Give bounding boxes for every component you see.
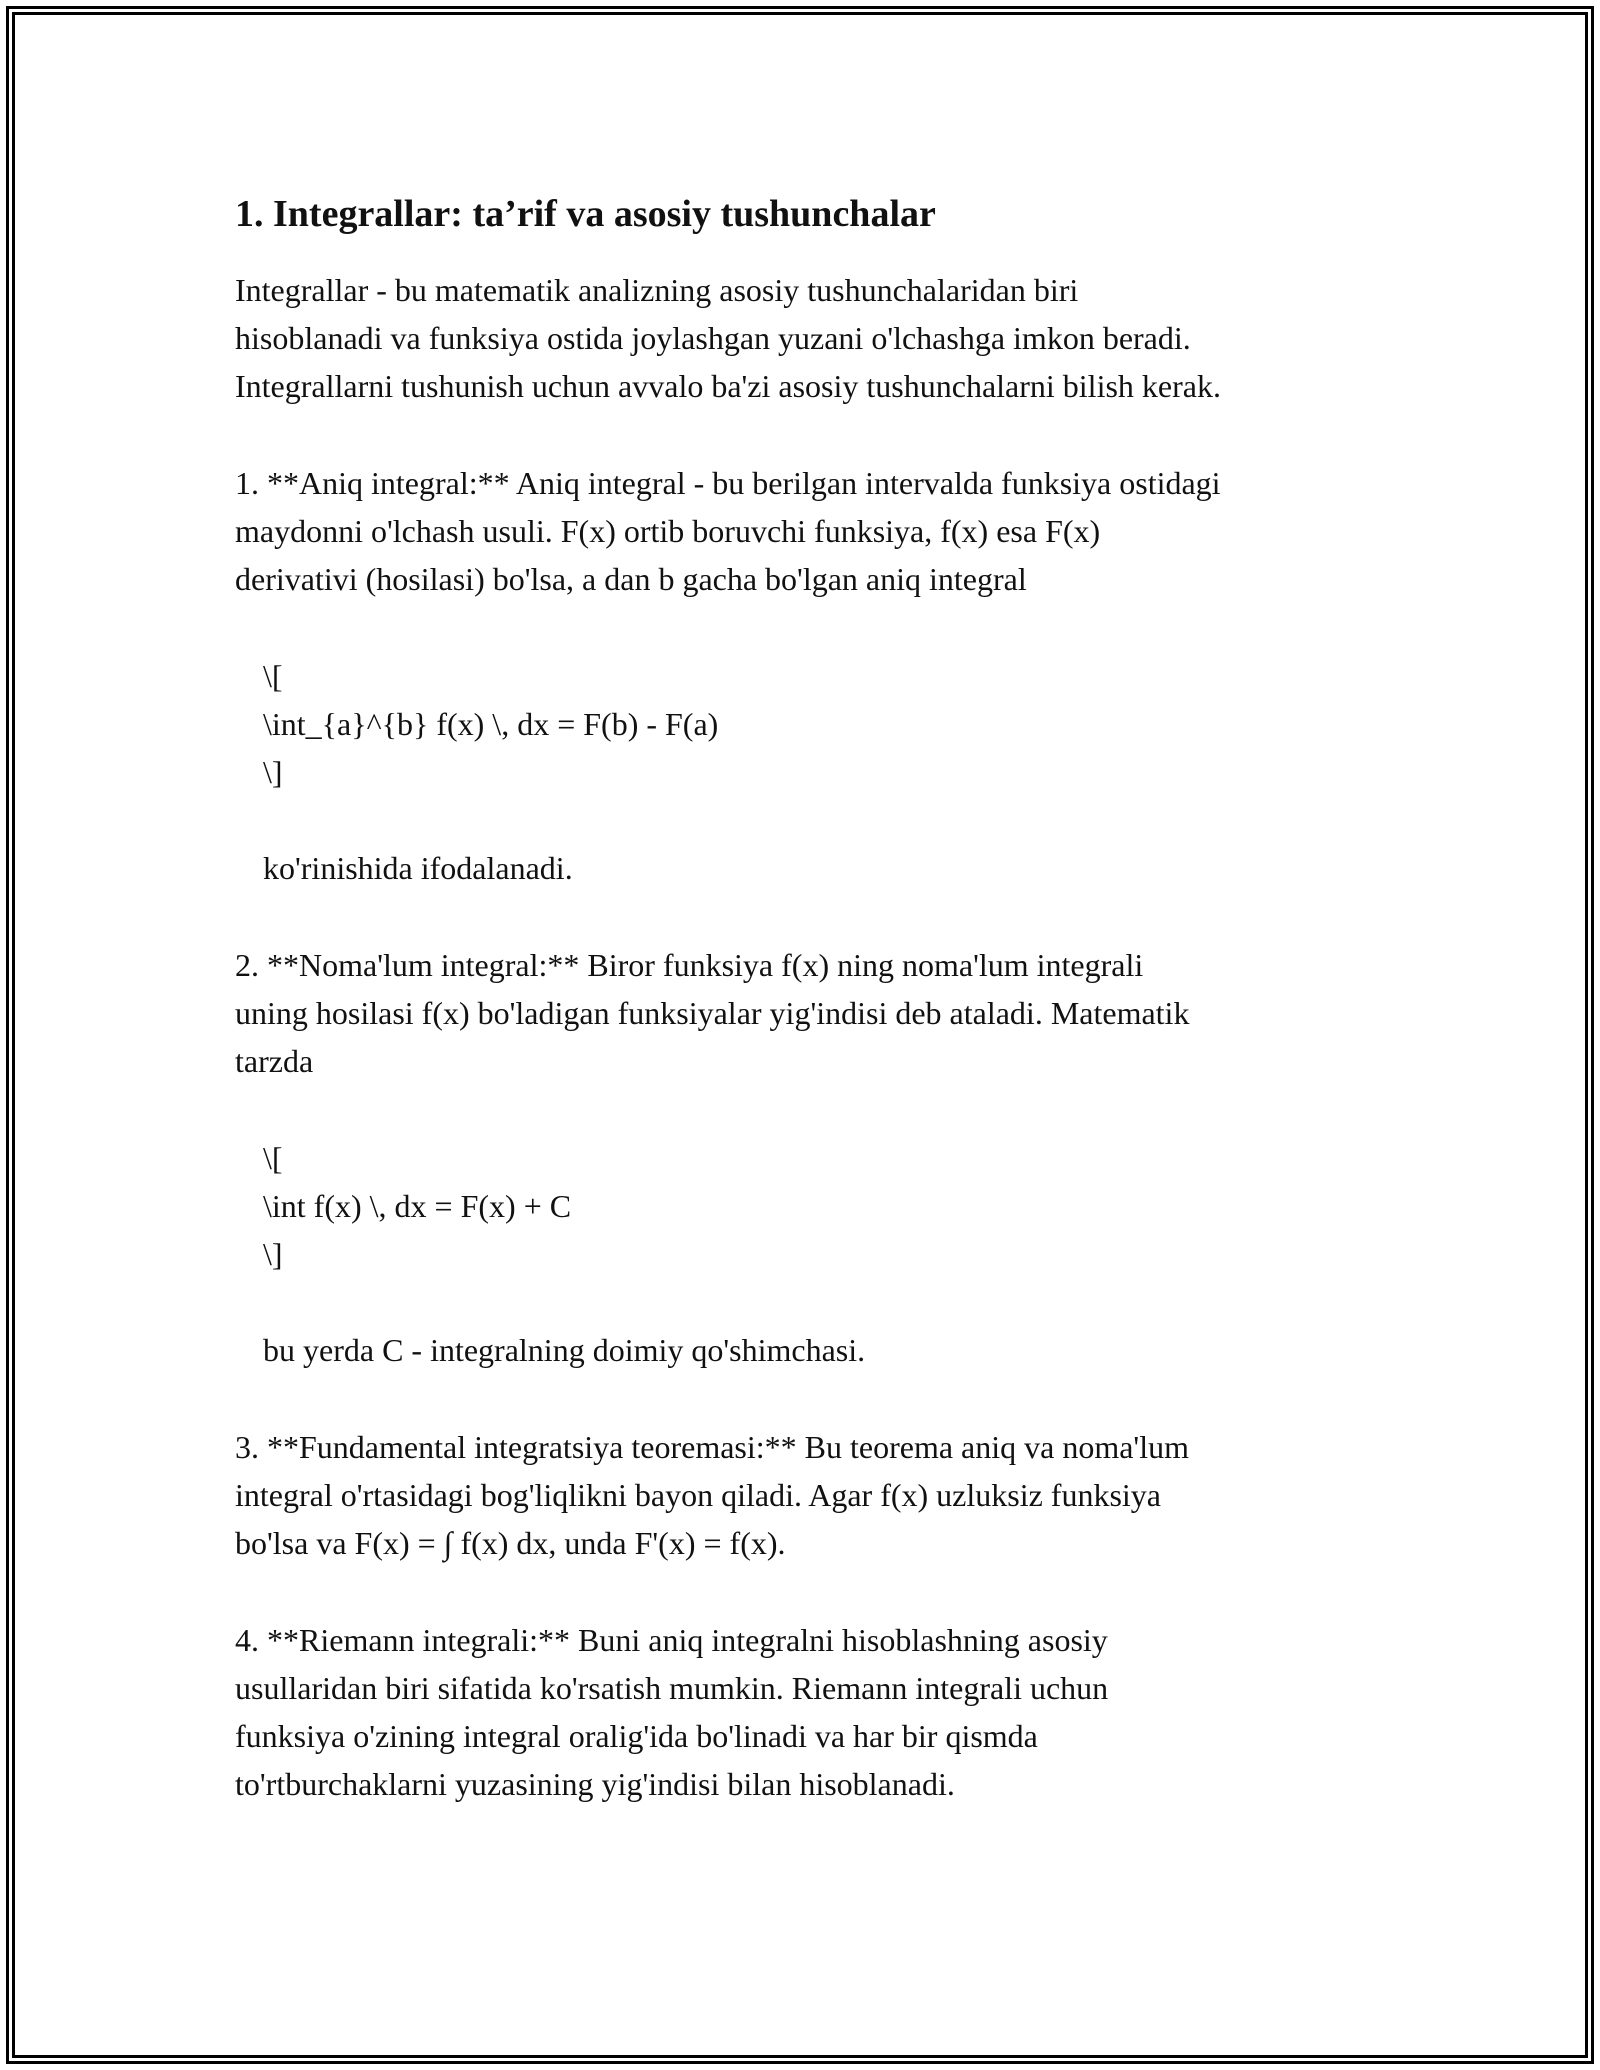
paragraph-gap xyxy=(235,796,1395,844)
document-title: 1. Integrallar: ta’rif va asosiy tushunchalar xyxy=(235,193,936,235)
formula-line: \int f(x) \, dx = F(x) + C xyxy=(263,1187,572,1224)
paragraph-gap xyxy=(235,1567,1395,1615)
paragraph-gap xyxy=(235,1278,1395,1326)
text-line: funksiya o'zining integral oralig'ida bo'linadi va har bir qismda xyxy=(235,1717,1038,1754)
document-body xyxy=(235,184,1395,1808)
paragraph-gap xyxy=(235,1375,1395,1423)
text-line: integral o'rtasidagi bog'liqlikni bayon qiladi. Agar f(x) uzluksiz funksiya xyxy=(235,1476,1161,1513)
formula-line: \] xyxy=(263,754,283,790)
text-line: tarzda xyxy=(235,1043,314,1080)
item-aniq-integral xyxy=(235,459,1395,893)
text-line: bu yerda C - integralning doimiy qo'shimchasi. xyxy=(263,1332,866,1369)
text-line: 4. **Riemann integrali:** Buni aniq integralni hisoblashning asosiy xyxy=(235,1621,1108,1658)
text-line: maydonni o'lchash usuli. F(x) ortib boruvchi funksiya, f(x) esa F(x) xyxy=(235,513,1101,549)
text-line: to'rtburchaklarni yuzasining yig'indisi bilan hisoblanadi. xyxy=(235,1766,955,1803)
paragraph-gap xyxy=(235,603,1395,651)
item-nomalum-integral xyxy=(235,941,1395,1375)
formula-line: \int_{a}^{b} f(x) \, dx = F(b) - F(a) xyxy=(263,705,719,742)
item-fundamental-teorema xyxy=(235,1423,1395,1568)
text-line: hisoblanadi va funksiya ostida joylashgan yuzani o'lchashga imkon beradi. xyxy=(235,320,1191,357)
formula-line: \[ xyxy=(263,1139,283,1176)
text-line: bo'lsa va F(x) = ∫ f(x) dx, unda F'(x) = f(x). xyxy=(235,1525,786,1562)
text-line: 3. **Fundamental integratsiya teoremasi:** Bu teorema aniq va noma'lum xyxy=(235,1428,1189,1465)
text-line: Integrallarni tushunish uchun avvalo ba'zi asosiy tushunchalarni bilish kerak. xyxy=(235,368,1221,405)
formula-line: \[ xyxy=(263,657,283,694)
text-line: uning hosilasi f(x) bo'ladigan funksiyalar yig'indisi deb ataladi. Matematik xyxy=(235,994,1190,1031)
paragraph-gap xyxy=(235,411,1395,459)
text-line: 1. **Aniq integral:** Aniq integral - bu berilgan intervalda funksiya ostidagi xyxy=(235,464,1221,501)
text-line: 2. **Noma'lum integral:** Biror funksiya f(x) ning noma'lum integrali xyxy=(235,946,1144,983)
item-riemann-integral xyxy=(235,1616,1395,1809)
paragraph-gap xyxy=(235,1085,1395,1133)
formula-line: \] xyxy=(263,1235,283,1272)
text-line: ko'rinishida ifodalanadi. xyxy=(263,850,573,887)
text-line: Integrallar - bu matematik analizning asosiy tushunchalaridan biri xyxy=(235,272,1079,308)
text-line: derivativi (hosilasi) bo'lsa, a dan b gacha bo'lgan aniq integral xyxy=(235,561,1027,598)
intro-paragraph xyxy=(235,266,1395,411)
paragraph-gap xyxy=(235,893,1395,941)
text-line: usullaridan biri sifatida ko'rsatish mumkin. Riemann integrali uchun xyxy=(235,1669,1109,1706)
